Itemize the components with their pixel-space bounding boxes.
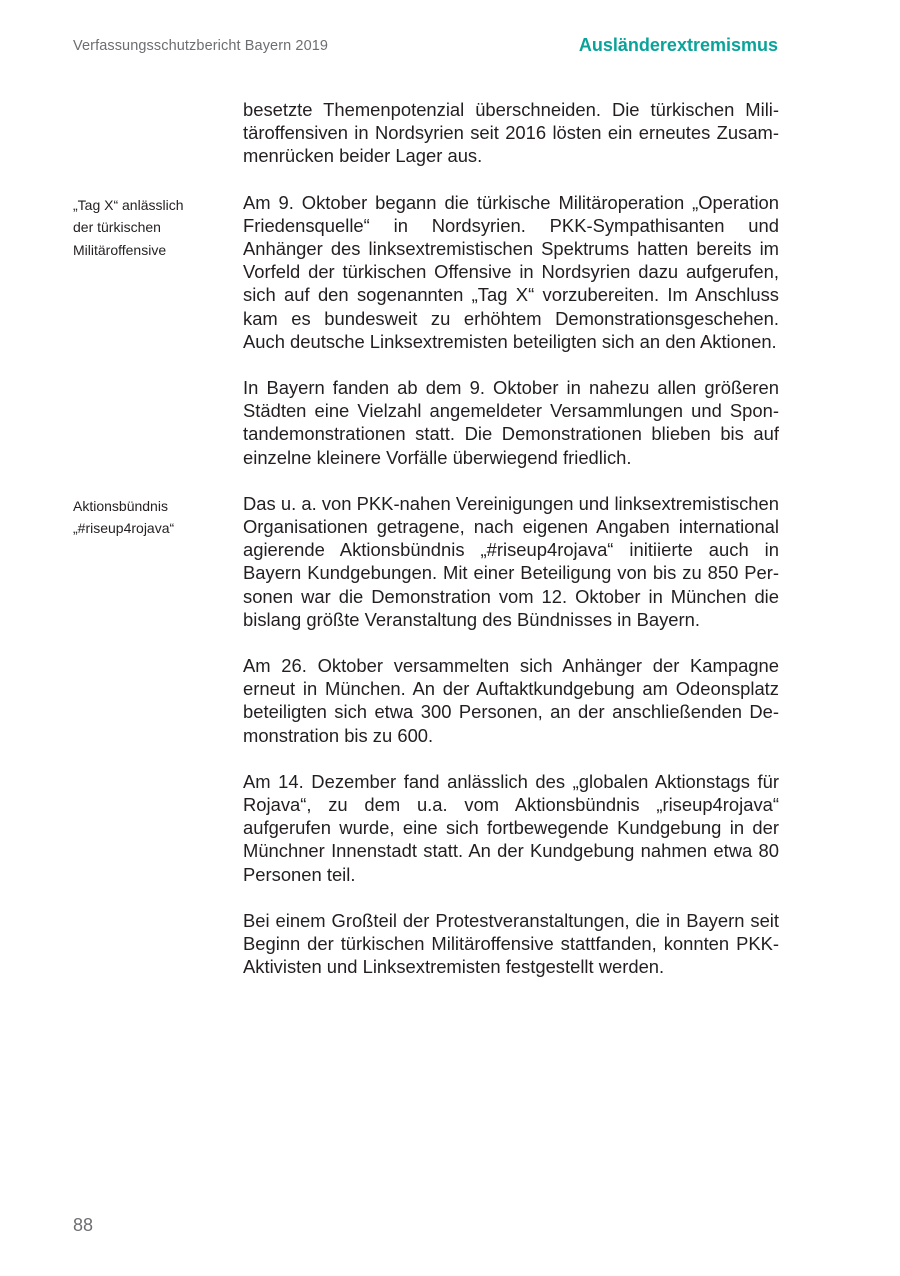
body-paragraph: In Bayern fanden ab dem 9. Oktober in nahezu allen größeren Städten eine Vielzahl angemeldeter Versammlungen und Spontandemonstrationen statt. Die Demonstrationen blieben bis auf einzelne kleinere Vorfälle überwiegend friedlich. [243, 377, 779, 468]
page-content [73, 98, 779, 979]
marginal-note [73, 909, 243, 912]
paragraph-block [73, 191, 779, 353]
paragraph-block [73, 909, 779, 979]
body-paragraph: Am 14. Dezember fand anlässlich des „globalen Aktionstags für Rojava“, zu dem u.a. vom Aktionsbündnis „riseup4rojava“ aufgerufen wurde, eine sich fortbewegende Kundgebung in der Münchner Innenstadt statt. An der Kundgebung nahmen etwa 80 Personen teil. [243, 770, 779, 885]
running-head-chapter: Ausländerextremismus [578, 35, 778, 55]
marginal-note [73, 654, 243, 657]
marginal-note [73, 376, 243, 379]
running-head-publication: Verfassungsschutzbericht Bayern 2019 [73, 38, 329, 54]
marginal-note-tag-x: „Tag X“ anlässlich der türkischen Militäroffensive [73, 196, 184, 258]
page-number: 88 [73, 1215, 94, 1235]
body-paragraph: Das u. a. von PKK-nahen Vereinigungen und linksextremistischen Organisationen getragene, nach eigenen Angaben international agierende Aktionsbündnis „#riseup4rojava“ initiierte auch in Bayern Kundgebungen. Mit einer Beteiligung von bis zu 850 Personen war die Demonstration vom 12. Oktober in München die bislang größte Veranstaltung des Bündnisses in Bayern. [243, 492, 779, 630]
paragraph-block [73, 492, 779, 631]
paragraph-block [73, 770, 779, 886]
body-paragraph: Am 9. Oktober begann die türkische Militäroperation „Operation Friedensquelle“ in Nordsyrien. PKK-Sympathisanten und Anhänger des linksextremistischen Spektrums hatten bereits im Vorfeld der türkischen Offensive in Nordsyrien dazu aufgerufen, sich auf den sogenannten „Tag X“ vorzubereiten. Im Anschluss kam es bundesweit zu erhöhtem Demonstrationsgeschehen. Auch deutsche Linksextremisten beteiligten sich an den Aktionen. [243, 191, 779, 352]
paragraph-block [73, 98, 779, 168]
marginal-note-aktionsbuendnis: Aktionsbündnis „#riseup4rojava“ [73, 497, 175, 537]
body-paragraph: Am 26. Oktober versammelten sich Anhänger der Kampagne erneut in München. An der Auftaktkundgebung am Odeonsplatz beteiligten sich etwa 300 Personen, an der anschließenden Demonstration bis zu 600. [243, 655, 779, 746]
marginal-note [73, 770, 243, 773]
body-paragraph: besetzte Themenpotenzial überschneiden. Die türkischen Militäroffensiven in Nordsyrien seit 2016 lösten ein erneutes Zusammenrücken beider Lager aus. [243, 99, 779, 167]
marginal-note [73, 98, 243, 101]
paragraph-block [73, 376, 779, 469]
paragraph-block [73, 654, 779, 747]
body-paragraph: Bei einem Großteil der Protestveranstaltungen, die in Bayern seit Beginn der türkischen Militäroffensive stattfanden, konnten PKK-Aktivisten und Linksextremisten festgestellt werden. [243, 909, 779, 978]
